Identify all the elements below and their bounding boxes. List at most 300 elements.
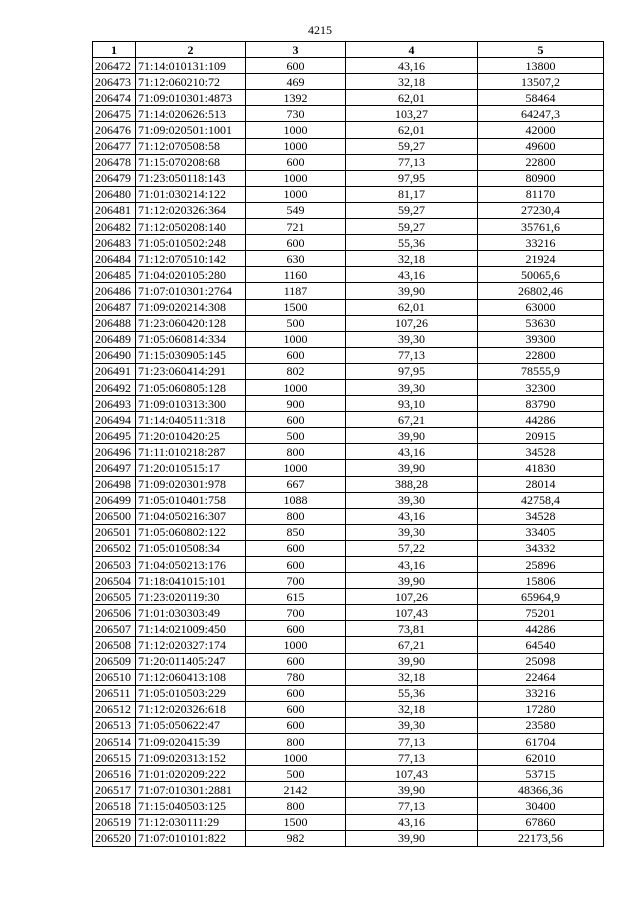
record-number-cell: 206505 — [93, 589, 136, 605]
record-number-cell: 206478 — [93, 154, 136, 170]
record-number-cell: 206496 — [93, 444, 136, 460]
value-cell: 39300 — [478, 331, 604, 347]
table-row — [93, 637, 604, 653]
value-cell: 13800 — [478, 58, 604, 74]
value-cell: 28014 — [478, 476, 604, 492]
record-number-cell: 206515 — [93, 750, 136, 766]
record-number-cell: 206472 — [93, 58, 136, 74]
rate-cell: 107,26 — [346, 589, 478, 605]
rate-cell: 77,13 — [346, 798, 478, 814]
cadastral-number-cell: 71:05:010503:229 — [136, 685, 246, 701]
rate-cell: 103,27 — [346, 106, 478, 122]
cadastral-number-cell: 71:12:020327:174 — [136, 637, 246, 653]
value-cell: 53715 — [478, 766, 604, 782]
cadastral-number-cell: 71:20:010420:25 — [136, 428, 246, 444]
table-row — [93, 138, 604, 154]
data-table — [92, 41, 604, 847]
rate-cell: 59,27 — [346, 138, 478, 154]
rate-cell: 32,18 — [346, 251, 478, 267]
value-cell: 75201 — [478, 605, 604, 621]
value-cell: 61704 — [478, 734, 604, 750]
cadastral-number-cell: 71:12:070510:142 — [136, 251, 246, 267]
cadastral-number-cell: 71:23:060420:128 — [136, 315, 246, 331]
rate-cell: 43,16 — [346, 814, 478, 830]
area-cell: 721 — [246, 219, 346, 235]
rate-cell: 77,13 — [346, 750, 478, 766]
record-number-cell: 206490 — [93, 347, 136, 363]
record-number-cell: 206504 — [93, 573, 136, 589]
record-number-cell: 206516 — [93, 766, 136, 782]
area-cell: 700 — [246, 605, 346, 621]
area-cell: 600 — [246, 621, 346, 637]
rate-cell: 43,16 — [346, 508, 478, 524]
cadastral-number-cell: 71:23:060414:291 — [136, 363, 246, 379]
value-cell: 63000 — [478, 299, 604, 315]
record-number-cell: 206517 — [93, 782, 136, 798]
table-row — [93, 235, 604, 251]
table-row — [93, 524, 604, 540]
area-cell: 600 — [246, 653, 346, 669]
cadastral-number-cell: 71:20:010515:17 — [136, 460, 246, 476]
value-cell: 22464 — [478, 669, 604, 685]
record-number-cell: 206483 — [93, 235, 136, 251]
cadastral-number-cell: 71:15:040503:125 — [136, 798, 246, 814]
table-row — [93, 476, 604, 492]
record-number-cell: 206519 — [93, 814, 136, 830]
area-cell: 1187 — [246, 283, 346, 299]
record-number-cell: 206510 — [93, 669, 136, 685]
record-number-cell: 206473 — [93, 74, 136, 90]
area-cell: 1500 — [246, 814, 346, 830]
area-cell: 1500 — [246, 299, 346, 315]
table-row — [93, 90, 604, 106]
area-cell: 600 — [246, 154, 346, 170]
rate-cell: 107,43 — [346, 766, 478, 782]
area-cell: 1088 — [246, 492, 346, 508]
table-row — [93, 154, 604, 170]
rate-cell: 55,36 — [346, 685, 478, 701]
record-number-cell: 206495 — [93, 428, 136, 444]
value-cell: 25896 — [478, 557, 604, 573]
table-row — [93, 701, 604, 717]
rate-cell: 77,13 — [346, 734, 478, 750]
cadastral-number-cell: 71:09:020301:978 — [136, 476, 246, 492]
value-cell: 15806 — [478, 573, 604, 589]
value-cell: 44286 — [478, 412, 604, 428]
area-cell: 800 — [246, 444, 346, 460]
table-row — [93, 621, 604, 637]
table-row — [93, 331, 604, 347]
area-cell: 1000 — [246, 331, 346, 347]
column-header-2: 2 — [136, 42, 246, 58]
record-number-cell: 206475 — [93, 106, 136, 122]
record-number-cell: 206477 — [93, 138, 136, 154]
value-cell: 23580 — [478, 717, 604, 733]
table-row — [93, 58, 604, 74]
record-number-cell: 206482 — [93, 219, 136, 235]
cadastral-number-cell: 71:04:020105:280 — [136, 267, 246, 283]
column-header-1: 1 — [93, 42, 136, 58]
rate-cell: 107,26 — [346, 315, 478, 331]
value-cell: 50065,6 — [478, 267, 604, 283]
table-row — [93, 379, 604, 395]
rate-cell: 39,30 — [346, 331, 478, 347]
value-cell: 81170 — [478, 186, 604, 202]
cadastral-number-cell: 71:11:010218:287 — [136, 444, 246, 460]
rate-cell: 43,16 — [346, 58, 478, 74]
area-cell: 600 — [246, 235, 346, 251]
rate-cell: 93,10 — [346, 396, 478, 412]
value-cell: 33216 — [478, 235, 604, 251]
table-row — [93, 540, 604, 556]
record-number-cell: 206491 — [93, 363, 136, 379]
area-cell: 615 — [246, 589, 346, 605]
cadastral-number-cell: 71:23:020119:30 — [136, 589, 246, 605]
record-number-cell: 206487 — [93, 299, 136, 315]
area-cell: 600 — [246, 557, 346, 573]
cadastral-number-cell: 71:09:010313:300 — [136, 396, 246, 412]
record-number-cell: 206494 — [93, 412, 136, 428]
value-cell: 20915 — [478, 428, 604, 444]
table-row — [93, 412, 604, 428]
table-row — [93, 685, 604, 701]
header-row — [93, 42, 604, 58]
area-cell: 1000 — [246, 379, 346, 395]
cadastral-number-cell: 71:09:020415:39 — [136, 734, 246, 750]
rate-cell: 43,16 — [346, 444, 478, 460]
record-number-cell: 206520 — [93, 830, 136, 846]
area-cell: 900 — [246, 396, 346, 412]
rate-cell: 39,90 — [346, 428, 478, 444]
value-cell: 83790 — [478, 396, 604, 412]
table-row — [93, 396, 604, 412]
cadastral-number-cell: 71:09:010301:4873 — [136, 90, 246, 106]
value-cell: 42758,4 — [478, 492, 604, 508]
record-number-cell: 206503 — [93, 557, 136, 573]
rate-cell: 39,30 — [346, 379, 478, 395]
record-number-cell: 206509 — [93, 653, 136, 669]
value-cell: 48366,36 — [478, 782, 604, 798]
record-number-cell: 206497 — [93, 460, 136, 476]
column-header-4: 4 — [346, 42, 478, 58]
record-number-cell: 206488 — [93, 315, 136, 331]
area-cell: 800 — [246, 734, 346, 750]
record-number-cell: 206498 — [93, 476, 136, 492]
rate-cell: 388,28 — [346, 476, 478, 492]
column-header-5: 5 — [478, 42, 604, 58]
cadastral-number-cell: 71:12:060413:108 — [136, 669, 246, 685]
area-cell: 600 — [246, 347, 346, 363]
record-number-cell: 206514 — [93, 734, 136, 750]
rate-cell: 67,21 — [346, 412, 478, 428]
table-row — [93, 734, 604, 750]
area-cell: 667 — [246, 476, 346, 492]
table-row — [93, 444, 604, 460]
cadastral-number-cell: 71:12:020326:618 — [136, 701, 246, 717]
area-cell: 1000 — [246, 170, 346, 186]
rate-cell: 77,13 — [346, 154, 478, 170]
value-cell: 22800 — [478, 154, 604, 170]
area-cell: 500 — [246, 766, 346, 782]
table-row — [93, 573, 604, 589]
value-cell: 22173,56 — [478, 830, 604, 846]
value-cell: 64540 — [478, 637, 604, 653]
rate-cell: 39,30 — [346, 492, 478, 508]
cadastral-number-cell: 71:20:011405:247 — [136, 653, 246, 669]
cadastral-number-cell: 71:04:050216:307 — [136, 508, 246, 524]
area-cell: 802 — [246, 363, 346, 379]
area-cell: 780 — [246, 669, 346, 685]
record-number-cell: 206481 — [93, 202, 136, 218]
rate-cell: 39,90 — [346, 573, 478, 589]
value-cell: 62010 — [478, 750, 604, 766]
rate-cell: 32,18 — [346, 74, 478, 90]
cadastral-number-cell: 71:05:060814:334 — [136, 331, 246, 347]
rate-cell: 77,13 — [346, 347, 478, 363]
area-cell: 800 — [246, 798, 346, 814]
cadastral-number-cell: 71:12:030111:29 — [136, 814, 246, 830]
cadastral-number-cell: 71:09:020313:152 — [136, 750, 246, 766]
record-number-cell: 206508 — [93, 637, 136, 653]
cadastral-number-cell: 71:12:050208:140 — [136, 219, 246, 235]
value-cell: 64247,3 — [478, 106, 604, 122]
table-row — [93, 251, 604, 267]
cadastral-number-cell: 71:05:010508:34 — [136, 540, 246, 556]
area-cell: 600 — [246, 701, 346, 717]
rate-cell: 59,27 — [346, 219, 478, 235]
record-number-cell: 206493 — [93, 396, 136, 412]
table-row — [93, 557, 604, 573]
table-row — [93, 106, 604, 122]
value-cell: 30400 — [478, 798, 604, 814]
value-cell: 41830 — [478, 460, 604, 476]
table-row — [93, 347, 604, 363]
value-cell: 13507,2 — [478, 74, 604, 90]
cadastral-number-cell: 71:23:050118:143 — [136, 170, 246, 186]
cadastral-number-cell: 71:14:010131:109 — [136, 58, 246, 74]
area-cell: 500 — [246, 428, 346, 444]
value-cell: 42000 — [478, 122, 604, 138]
record-number-cell: 206513 — [93, 717, 136, 733]
rate-cell: 81,17 — [346, 186, 478, 202]
cadastral-number-cell: 71:01:030214:122 — [136, 186, 246, 202]
table-row — [93, 750, 604, 766]
cadastral-number-cell: 71:15:070208:68 — [136, 154, 246, 170]
rate-cell: 43,16 — [346, 557, 478, 573]
rate-cell: 55,36 — [346, 235, 478, 251]
cadastral-number-cell: 71:04:050213:176 — [136, 557, 246, 573]
rate-cell: 62,01 — [346, 122, 478, 138]
rate-cell: 62,01 — [346, 90, 478, 106]
value-cell: 80900 — [478, 170, 604, 186]
table-row — [93, 589, 604, 605]
cadastral-number-cell: 71:12:070508:58 — [136, 138, 246, 154]
table-row — [93, 315, 604, 331]
rate-cell: 59,27 — [346, 202, 478, 218]
value-cell: 27230,4 — [478, 202, 604, 218]
table-row — [93, 653, 604, 669]
area-cell: 600 — [246, 717, 346, 733]
record-number-cell: 206480 — [93, 186, 136, 202]
area-cell: 600 — [246, 540, 346, 556]
table-row — [93, 782, 604, 798]
rate-cell: 62,01 — [346, 299, 478, 315]
cadastral-number-cell: 71:05:060805:128 — [136, 379, 246, 395]
value-cell: 25098 — [478, 653, 604, 669]
record-number-cell: 206502 — [93, 540, 136, 556]
area-cell: 1392 — [246, 90, 346, 106]
record-number-cell: 206506 — [93, 605, 136, 621]
cadastral-number-cell: 71:07:010301:2881 — [136, 782, 246, 798]
table-row — [93, 428, 604, 444]
rate-cell: 97,95 — [346, 170, 478, 186]
value-cell: 33216 — [478, 685, 604, 701]
cadastral-number-cell: 71:14:021009:450 — [136, 621, 246, 637]
record-number-cell: 206518 — [93, 798, 136, 814]
cadastral-number-cell: 71:12:060210:72 — [136, 74, 246, 90]
area-cell: 630 — [246, 251, 346, 267]
table-row — [93, 267, 604, 283]
table-row — [93, 202, 604, 218]
cadastral-number-cell: 71:05:010401:758 — [136, 492, 246, 508]
record-number-cell: 206512 — [93, 701, 136, 717]
rate-cell: 39,90 — [346, 283, 478, 299]
area-cell: 1000 — [246, 186, 346, 202]
table-body — [93, 58, 604, 847]
page-number: 4215 — [308, 23, 332, 37]
table-row — [93, 605, 604, 621]
record-number-cell: 206501 — [93, 524, 136, 540]
table-row — [93, 717, 604, 733]
table-row — [93, 492, 604, 508]
area-cell: 2142 — [246, 782, 346, 798]
record-number-cell: 206499 — [93, 492, 136, 508]
value-cell: 26802,46 — [478, 283, 604, 299]
area-cell: 1000 — [246, 460, 346, 476]
value-cell: 34332 — [478, 540, 604, 556]
table-row — [93, 508, 604, 524]
rate-cell: 39,90 — [346, 460, 478, 476]
value-cell: 33405 — [478, 524, 604, 540]
area-cell: 730 — [246, 106, 346, 122]
cadastral-number-cell: 71:05:050622:47 — [136, 717, 246, 733]
cadastral-number-cell: 71:01:030303:49 — [136, 605, 246, 621]
table-row — [93, 299, 604, 315]
record-number-cell: 206492 — [93, 379, 136, 395]
rate-cell: 107,43 — [346, 605, 478, 621]
cadastral-number-cell: 71:14:040511:318 — [136, 412, 246, 428]
table-row — [93, 219, 604, 235]
rate-cell: 67,21 — [346, 637, 478, 653]
record-number-cell: 206500 — [93, 508, 136, 524]
rate-cell: 43,16 — [346, 267, 478, 283]
cadastral-number-cell: 71:05:010502:248 — [136, 235, 246, 251]
rate-cell: 57,22 — [346, 540, 478, 556]
value-cell: 44286 — [478, 621, 604, 637]
record-number-cell: 206486 — [93, 283, 136, 299]
record-number-cell: 206485 — [93, 267, 136, 283]
rate-cell: 32,18 — [346, 669, 478, 685]
record-number-cell: 206479 — [93, 170, 136, 186]
area-cell: 800 — [246, 508, 346, 524]
table-row — [93, 669, 604, 685]
record-number-cell: 206484 — [93, 251, 136, 267]
cadastral-number-cell: 71:05:060802:122 — [136, 524, 246, 540]
area-cell: 1160 — [246, 267, 346, 283]
rate-cell: 39,30 — [346, 717, 478, 733]
record-number-cell: 206511 — [93, 685, 136, 701]
rate-cell: 39,90 — [346, 653, 478, 669]
rate-cell: 39,90 — [346, 782, 478, 798]
value-cell: 22800 — [478, 347, 604, 363]
cadastral-number-cell: 71:12:020326:364 — [136, 202, 246, 218]
value-cell: 34528 — [478, 508, 604, 524]
cadastral-number-cell: 71:07:010301:2764 — [136, 283, 246, 299]
record-number-cell: 206489 — [93, 331, 136, 347]
table-row — [93, 830, 604, 846]
cadastral-number-cell: 71:14:020626:513 — [136, 106, 246, 122]
value-cell: 35761,6 — [478, 219, 604, 235]
table-row — [93, 363, 604, 379]
area-cell: 850 — [246, 524, 346, 540]
value-cell: 17280 — [478, 701, 604, 717]
area-cell: 1000 — [246, 750, 346, 766]
rate-cell: 39,90 — [346, 830, 478, 846]
area-cell: 600 — [246, 412, 346, 428]
table-row — [93, 814, 604, 830]
area-cell: 700 — [246, 573, 346, 589]
table-row — [93, 170, 604, 186]
area-cell: 1000 — [246, 122, 346, 138]
cadastral-number-cell: 71:15:030905:145 — [136, 347, 246, 363]
table-row — [93, 74, 604, 90]
cadastral-number-cell: 71:09:020214:308 — [136, 299, 246, 315]
cadastral-number-cell: 71:07:010101:822 — [136, 830, 246, 846]
value-cell: 78555,9 — [478, 363, 604, 379]
value-cell: 32300 — [478, 379, 604, 395]
cadastral-number-cell: 71:09:020501:1001 — [136, 122, 246, 138]
area-cell: 549 — [246, 202, 346, 218]
column-header-3: 3 — [246, 42, 346, 58]
record-number-cell: 206507 — [93, 621, 136, 637]
value-cell: 49600 — [478, 138, 604, 154]
area-cell: 982 — [246, 830, 346, 846]
rate-cell: 97,95 — [346, 363, 478, 379]
area-cell: 600 — [246, 685, 346, 701]
rate-cell: 32,18 — [346, 701, 478, 717]
value-cell: 65964,9 — [478, 589, 604, 605]
table-row — [93, 798, 604, 814]
area-cell: 500 — [246, 315, 346, 331]
value-cell: 58464 — [478, 90, 604, 106]
area-cell: 1000 — [246, 138, 346, 154]
area-cell: 1000 — [246, 637, 346, 653]
record-number-cell: 206476 — [93, 122, 136, 138]
value-cell: 53630 — [478, 315, 604, 331]
table-row — [93, 283, 604, 299]
table-row — [93, 460, 604, 476]
area-cell: 600 — [246, 58, 346, 74]
cadastral-number-cell: 71:18:041015:101 — [136, 573, 246, 589]
table-row — [93, 122, 604, 138]
area-cell: 469 — [246, 74, 346, 90]
value-cell: 21924 — [478, 251, 604, 267]
rate-cell: 73,81 — [346, 621, 478, 637]
table-row — [93, 186, 604, 202]
table-row — [93, 766, 604, 782]
rate-cell: 39,30 — [346, 524, 478, 540]
value-cell: 67860 — [478, 814, 604, 830]
